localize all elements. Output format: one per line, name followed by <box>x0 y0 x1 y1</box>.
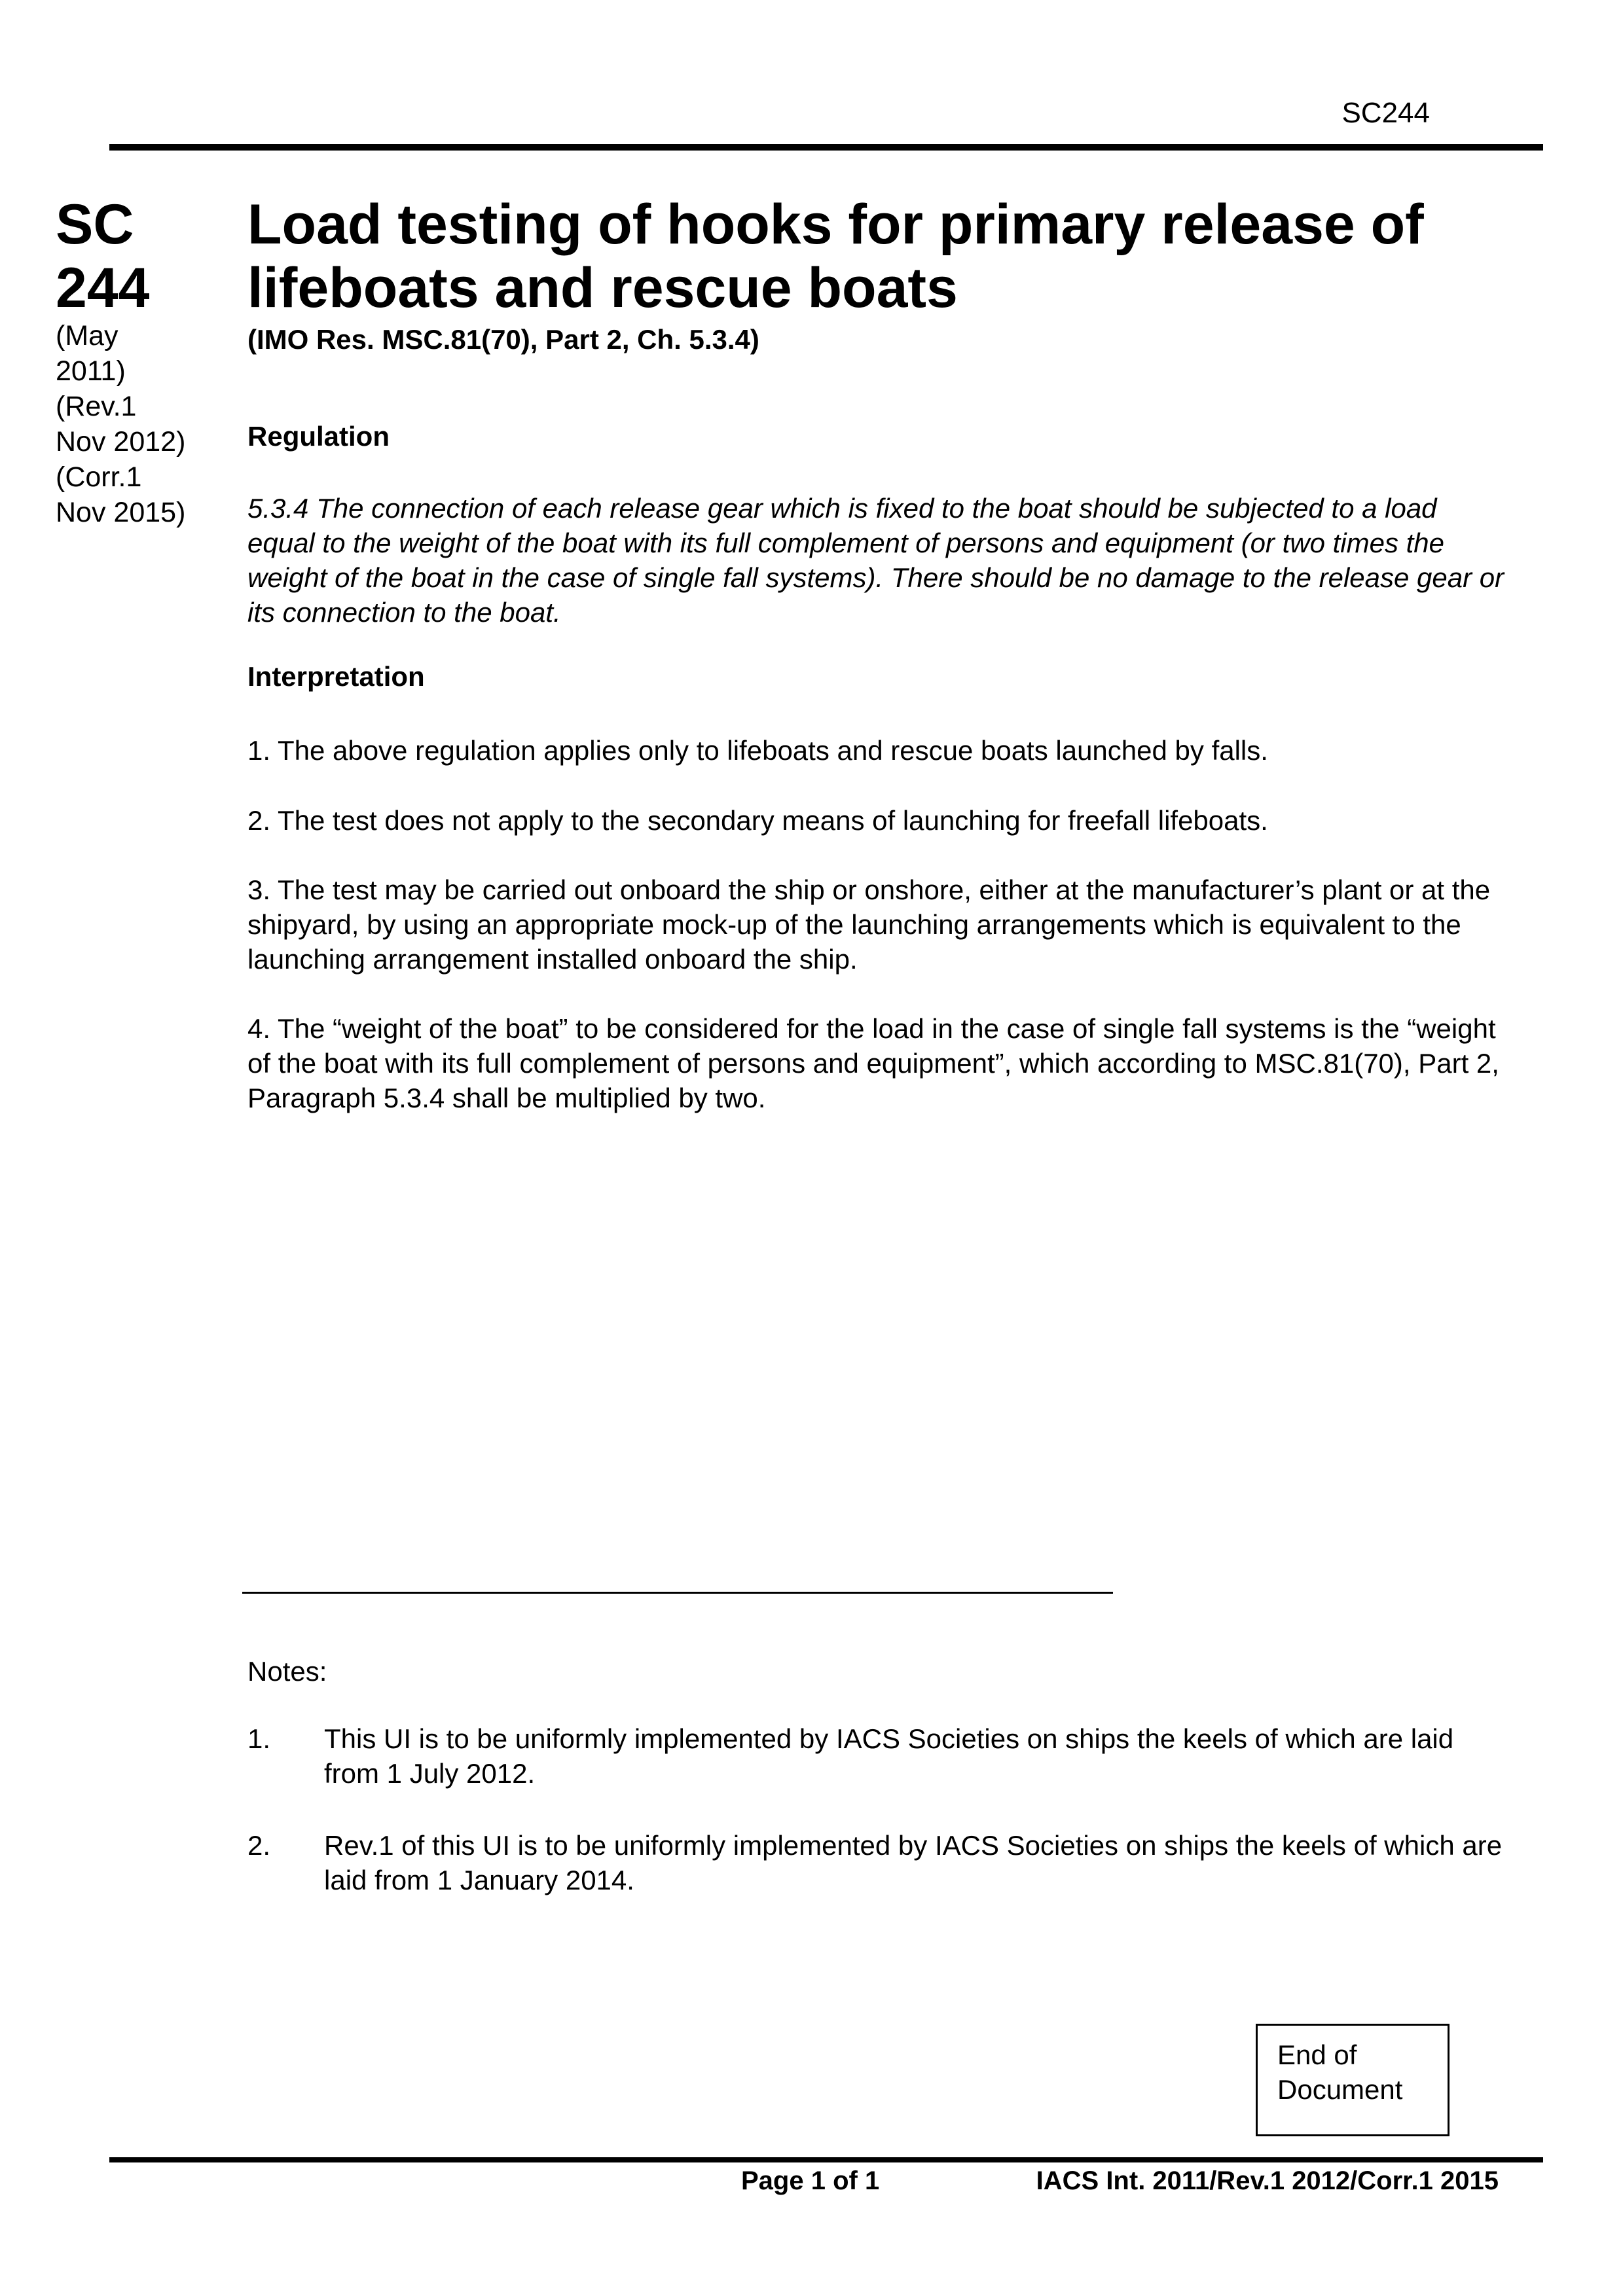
header-code: SC244 <box>1341 97 1430 129</box>
title-line2: lifeboats and rescue boats <box>247 257 958 319</box>
regulation-text: 5.3.4 The connection of each release gear which is fixed to the boat should be subjected to a load equal to the weight of the boat with its full complement of persons and equipment (or two times the weight of the boat in the case of single fall systems). There should be no damage to the release gear or its connection to the boat. <box>247 493 1504 628</box>
note-number: 1. <box>247 1723 271 1754</box>
footer-reference: IACS Int. 2011/Rev.1 2012/Corr.1 2015 <box>1036 2166 1499 2195</box>
interpretation-heading: Interpretation <box>247 661 425 692</box>
side-date-line: Nov 2015) <box>56 497 186 528</box>
note-text: Rev.1 of this UI is to be uniformly implemented by IACS Societies on ships the keels of which are laid from 1 January 2014. <box>324 1830 1503 1895</box>
end-box-line2: Document <box>1277 2074 1403 2105</box>
side-date-line: Nov 2012) <box>56 426 186 457</box>
header-rule <box>109 144 1543 151</box>
side-dates <box>56 318 185 530</box>
footer-rule <box>109 2157 1543 2162</box>
side-date-line: (Rev.1 <box>56 391 137 422</box>
interpretation-item: 1. The above regulation applies only to lifeboats and rescue boats launched by falls. <box>247 735 1268 766</box>
interpretation-item: 3. The test may be carried out onboard the ship or onshore, either at the manufacturer’s plant or at the shipyard, by using an appropriate mock-up of the launching arrangements which is equivalent to the launching arrangement installed onboard the ship. <box>247 874 1491 975</box>
document-title <box>247 193 1544 320</box>
side-date-line: 2011) <box>56 355 126 387</box>
interpretation-item: 2. The test does not apply to the secondary means of launching for freefall lifeboats. <box>247 805 1268 836</box>
notes-label: Notes: <box>247 1656 327 1687</box>
title-line1: Load testing of hooks for primary release of <box>247 193 1424 256</box>
end-box-line1: End of <box>1277 2039 1357 2070</box>
side-code-line2: 244 <box>56 257 150 319</box>
note-number: 2. <box>247 1830 271 1861</box>
side-code <box>56 193 150 320</box>
side-code-line1: SC <box>56 193 134 256</box>
side-date-line: (Corr.1 <box>56 461 142 493</box>
footer-page-number: Page 1 of 1 <box>741 2166 880 2195</box>
regulation-heading: Regulation <box>247 421 390 452</box>
side-date-line: (May <box>56 320 119 351</box>
note-text: This UI is to be uniformly implemented by IACS Societies on ships the keels of which are laid from 1 July 2012. <box>324 1723 1454 1789</box>
end-of-document-box <box>1256 2024 1450 2136</box>
document-subtitle: (IMO Res. MSC.81(70), Part 2, Ch. 5.3.4) <box>247 324 759 355</box>
interpretation-item: 4. The “weight of the boat” to be considered for the load in the case of single fall systems is the “weight of the boat with its full complement of persons and equipment”, which according to MSC.81(70), Part 2, Paragraph 5.3.4 shall be multiplied by two. <box>247 1013 1499 1113</box>
notes-divider <box>242 1592 1113 1594</box>
